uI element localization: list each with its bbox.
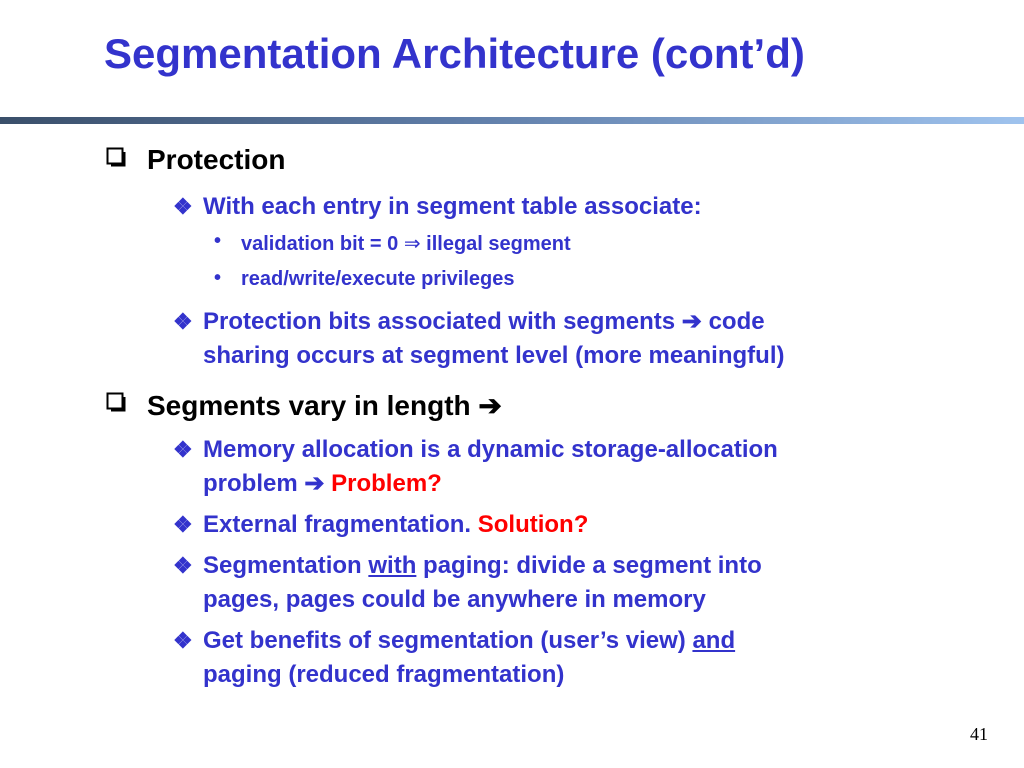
protection-bits-text: Protection bits associated with segments xyxy=(203,308,676,335)
protection-heading: Protection xyxy=(147,144,286,175)
external-fragmentation-text: External fragmentation. xyxy=(203,511,472,538)
bullet-benefits xyxy=(173,624,736,658)
bullet-segments-vary xyxy=(147,389,502,422)
four-diamond-bullet-icon: ❖ xyxy=(173,512,193,537)
bullet-segment-table xyxy=(173,190,702,224)
benefits-continuation: paging (reduced fragmentation) xyxy=(203,661,565,688)
protection-bits-code: code xyxy=(708,308,765,335)
checkbox-bullet-icon xyxy=(106,147,127,168)
page-number: 41 xyxy=(970,724,988,744)
bullet-privileges xyxy=(214,267,515,291)
four-diamond-bullet-icon: ❖ xyxy=(173,628,193,653)
bullet-protection-bits xyxy=(173,305,765,339)
four-diamond-bullet-icon: ❖ xyxy=(173,437,193,462)
segments-vary-heading: Segments vary in length xyxy=(147,390,471,421)
segmentation-continuation: pages, pages could be anywhere in memory xyxy=(203,586,706,613)
memory-allocation-text: Memory allocation is a dynamic storage-allocation xyxy=(203,436,778,463)
validation-text: validation bit = 0 xyxy=(241,233,399,255)
protection-bits-continuation: sharing occurs at segment level (more meaningful) xyxy=(203,342,785,369)
four-diamond-bullet-icon: ❖ xyxy=(173,309,193,334)
right-arrow-icon: ➔ xyxy=(304,470,325,497)
segmentation-text: Segmentation xyxy=(203,552,362,579)
bullet-external-fragmentation xyxy=(173,508,589,542)
paging-divide-text: paging: divide a segment into xyxy=(423,552,762,579)
solution-question: Solution? xyxy=(477,511,589,538)
bullet-protection xyxy=(147,144,285,176)
benefits-text: Get benefits of segmentation (user’s view) xyxy=(203,627,686,654)
four-diamond-bullet-icon: ❖ xyxy=(173,553,193,578)
checkbox-bullet-icon xyxy=(106,392,127,413)
bullet-memory-allocation xyxy=(173,433,778,467)
memory-allocation-continuation xyxy=(203,467,442,501)
and-emphasis: and xyxy=(692,627,736,654)
privileges-text: read/write/execute privileges xyxy=(241,268,515,290)
memory-problem-text: problem xyxy=(203,470,298,497)
implies-icon: ⇒ xyxy=(403,233,421,255)
validation-result-text: illegal segment xyxy=(426,233,571,255)
slide-title: Segmentation Architecture (cont’d) xyxy=(104,30,805,77)
four-diamond-bullet-icon: ❖ xyxy=(173,194,193,219)
bullet-validation-bit xyxy=(214,230,571,256)
segment-table-text: With each entry in segment table associate: xyxy=(203,193,702,220)
problem-question: Problem? xyxy=(331,470,442,497)
right-arrow-icon: ➔ xyxy=(681,308,702,335)
right-arrow-icon: ➔ xyxy=(478,390,502,421)
bullet-segmentation-with-paging xyxy=(173,549,762,583)
with-emphasis: with xyxy=(368,552,417,579)
dot-bullet-icon: • xyxy=(214,267,222,289)
dot-bullet-icon: • xyxy=(214,230,222,252)
